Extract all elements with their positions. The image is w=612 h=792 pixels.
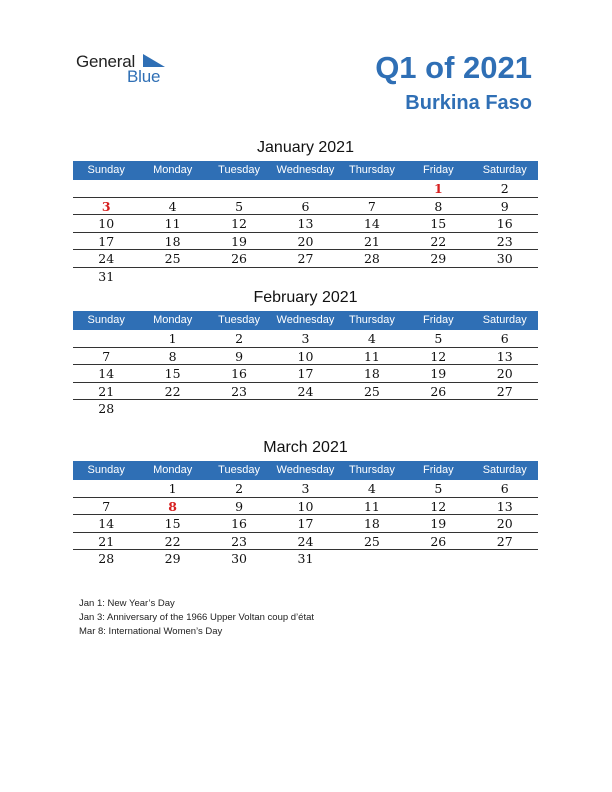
weekday-label: Sunday: [87, 314, 125, 326]
day-cell: 21: [363, 233, 380, 249]
day-cell: 2: [235, 481, 244, 496]
day-cell: 10: [297, 498, 314, 514]
logo-text-blue: Blue: [127, 67, 161, 86]
day-cell: 22: [164, 533, 181, 549]
day-cell: 17: [98, 233, 115, 249]
day-cell: 26: [430, 533, 447, 549]
day-cell: 9: [500, 198, 509, 214]
day-cell: 6: [301, 198, 310, 214]
day-cell: 13: [496, 498, 513, 514]
weekday-label: Friday: [423, 464, 454, 476]
holiday-day-cell: 1: [433, 181, 443, 196]
day-cell: 5: [235, 198, 244, 214]
day-cell: 31: [98, 268, 115, 284]
day-cell: 27: [496, 533, 513, 549]
day-cell: 17: [297, 366, 314, 381]
day-cell: 23: [231, 533, 247, 549]
day-cell: 29: [164, 551, 181, 566]
week-row: [73, 498, 538, 516]
day-cell: 15: [164, 516, 181, 531]
day-cell: 27: [496, 383, 513, 399]
day-cell: [339, 550, 405, 568]
day-cell: 11: [363, 498, 380, 514]
day-cell: [139, 180, 205, 197]
day-cell: [405, 268, 471, 286]
weekday-header-row: [73, 311, 538, 330]
week-row: [73, 198, 538, 216]
day-cell: [339, 180, 405, 197]
day-cell: 11: [363, 348, 380, 364]
week-row: [73, 383, 538, 401]
day-cell: 13: [297, 216, 314, 231]
day-cell: 4: [168, 198, 177, 214]
day-cell: 16: [231, 366, 247, 381]
day-cell: 28: [363, 251, 380, 266]
day-cell: 28: [98, 401, 115, 416]
week-row: [73, 180, 538, 198]
day-cell: 24: [297, 383, 314, 399]
day-cell: 16: [496, 216, 513, 231]
day-cell: 19: [430, 516, 447, 531]
month-title: January 2021: [257, 139, 354, 156]
country-name: Burkina Faso: [405, 92, 532, 114]
weekday-label: Saturday: [482, 164, 527, 176]
day-cell: 5: [434, 331, 443, 346]
day-cell: 12: [231, 216, 247, 231]
weekday-label: Wednesday: [276, 464, 335, 476]
day-cell: 30: [496, 251, 513, 266]
weekday-label: Friday: [423, 164, 454, 176]
day-cell: 22: [430, 233, 447, 249]
day-cell: 9: [235, 348, 244, 364]
weekday-label: Tuesday: [218, 314, 260, 326]
logo-text-general: General: [76, 52, 136, 71]
day-cell: [339, 400, 405, 418]
day-cell: 26: [430, 383, 447, 399]
day-cell: 12: [430, 498, 447, 514]
day-cell: 7: [102, 348, 111, 364]
day-cell: 18: [164, 233, 181, 249]
holiday-day-cell: 3: [101, 198, 111, 214]
day-cell: 20: [297, 233, 314, 249]
month-february: [73, 287, 538, 418]
day-cell: [139, 400, 205, 418]
weekday-label: Monday: [153, 314, 193, 326]
weekday-label: Wednesday: [276, 314, 335, 326]
day-cell: [272, 180, 338, 197]
day-cell: 27: [297, 251, 314, 266]
day-cell: 4: [367, 481, 376, 496]
day-cell: 1: [168, 481, 177, 496]
holiday-note: Jan 3: Anniversary of the 1966 Upper Voltan coup d’état: [79, 612, 315, 623]
day-cell: 13: [496, 348, 513, 364]
day-cell: 24: [98, 251, 115, 266]
week-row: [73, 250, 538, 268]
day-cell: [272, 400, 338, 418]
day-cell: 23: [496, 233, 513, 249]
day-cell: 1: [168, 331, 177, 346]
day-cell: 7: [102, 498, 111, 514]
weekday-label: Sunday: [87, 164, 125, 176]
day-cell: 31: [297, 551, 314, 566]
day-cell: 5: [434, 481, 443, 496]
day-cell: 16: [231, 516, 247, 531]
day-cell: 25: [363, 383, 380, 399]
day-cell: 25: [363, 533, 380, 549]
day-cell: 8: [168, 348, 177, 364]
day-cell: 4: [367, 331, 376, 346]
week-row: [73, 533, 538, 551]
weekday-label: Monday: [153, 464, 193, 476]
day-cell: [206, 400, 272, 418]
day-cell: 2: [500, 181, 509, 196]
weekday-label: Thursday: [348, 464, 395, 476]
day-cell: 14: [98, 366, 115, 381]
month-title: March 2021: [263, 439, 348, 456]
day-cell: [339, 268, 405, 286]
weekday-header-row: [73, 161, 538, 180]
day-cell: 15: [430, 216, 447, 231]
week-row: [73, 330, 538, 348]
day-cell: 11: [164, 216, 181, 231]
day-cell: [73, 330, 139, 347]
day-cell: 2: [235, 331, 244, 346]
month-march: [73, 437, 538, 568]
day-cell: [472, 268, 538, 286]
day-cell: 19: [430, 366, 447, 381]
day-cell: 3: [301, 481, 310, 496]
day-cell: 18: [363, 516, 380, 531]
day-cell: 15: [164, 366, 181, 381]
weekday-label: Monday: [153, 164, 193, 176]
day-cell: 22: [164, 383, 181, 399]
day-cell: 18: [363, 366, 380, 381]
weekday-label: Thursday: [348, 314, 395, 326]
weekday-label: Saturday: [482, 464, 527, 476]
holiday-notes: [79, 597, 314, 639]
day-cell: 9: [235, 498, 244, 514]
weekday-label: Sunday: [87, 464, 125, 476]
weekday-label: Friday: [423, 314, 454, 326]
page-title: Q1 of 2021: [375, 50, 532, 85]
day-cell: 14: [98, 516, 115, 531]
day-cell: 8: [434, 198, 443, 214]
day-cell: 6: [500, 331, 509, 346]
day-cell: 14: [363, 216, 380, 231]
day-cell: 10: [297, 348, 314, 364]
week-row: [73, 233, 538, 251]
weekday-label: Wednesday: [276, 164, 335, 176]
holiday-day-cell: 8: [168, 498, 177, 514]
brand-logo: [76, 52, 176, 92]
day-cell: 25: [164, 251, 181, 266]
day-cell: [472, 400, 538, 418]
day-cell: [472, 550, 538, 568]
weekday-header-row: [73, 461, 538, 480]
day-cell: [206, 180, 272, 197]
day-cell: 17: [297, 516, 314, 531]
weekday-label: Thursday: [348, 164, 395, 176]
weekday-label: Tuesday: [218, 464, 260, 476]
day-cell: [405, 400, 471, 418]
day-cell: 29: [430, 251, 447, 266]
week-row: [73, 215, 538, 233]
day-cell: 12: [430, 348, 447, 364]
weekday-label: Tuesday: [218, 164, 260, 176]
day-cell: 21: [98, 533, 115, 549]
day-cell: 20: [496, 516, 513, 531]
week-row: [73, 515, 538, 533]
week-row: [73, 365, 538, 383]
day-cell: [139, 268, 205, 286]
day-cell: [405, 550, 471, 568]
week-row: [73, 550, 538, 568]
day-cell: 6: [500, 481, 509, 496]
day-cell: [272, 268, 338, 286]
day-cell: 21: [98, 383, 115, 399]
day-cell: 26: [231, 251, 247, 266]
week-row: [73, 268, 538, 286]
weekday-label: Saturday: [482, 314, 527, 326]
holiday-note: Jan 1: New Year’s Day: [79, 598, 175, 609]
day-cell: 19: [231, 233, 247, 249]
day-cell: [73, 180, 139, 197]
day-cell: 30: [231, 551, 247, 566]
day-cell: 10: [98, 216, 115, 231]
day-cell: 23: [231, 383, 247, 399]
day-cell: [73, 480, 139, 497]
week-row: [73, 480, 538, 498]
month-title: February 2021: [253, 289, 358, 306]
day-cell: 20: [496, 366, 513, 381]
day-cell: 3: [301, 331, 310, 346]
logo-flag-icon: [143, 54, 165, 67]
month-january: [73, 137, 538, 285]
week-row: [73, 348, 538, 366]
day-cell: 7: [367, 198, 376, 214]
day-cell: 28: [98, 551, 115, 566]
day-cell: [206, 268, 272, 286]
week-row: [73, 400, 538, 418]
holiday-note: Mar 8: International Women’s Day: [79, 626, 223, 637]
day-cell: 24: [297, 533, 314, 549]
